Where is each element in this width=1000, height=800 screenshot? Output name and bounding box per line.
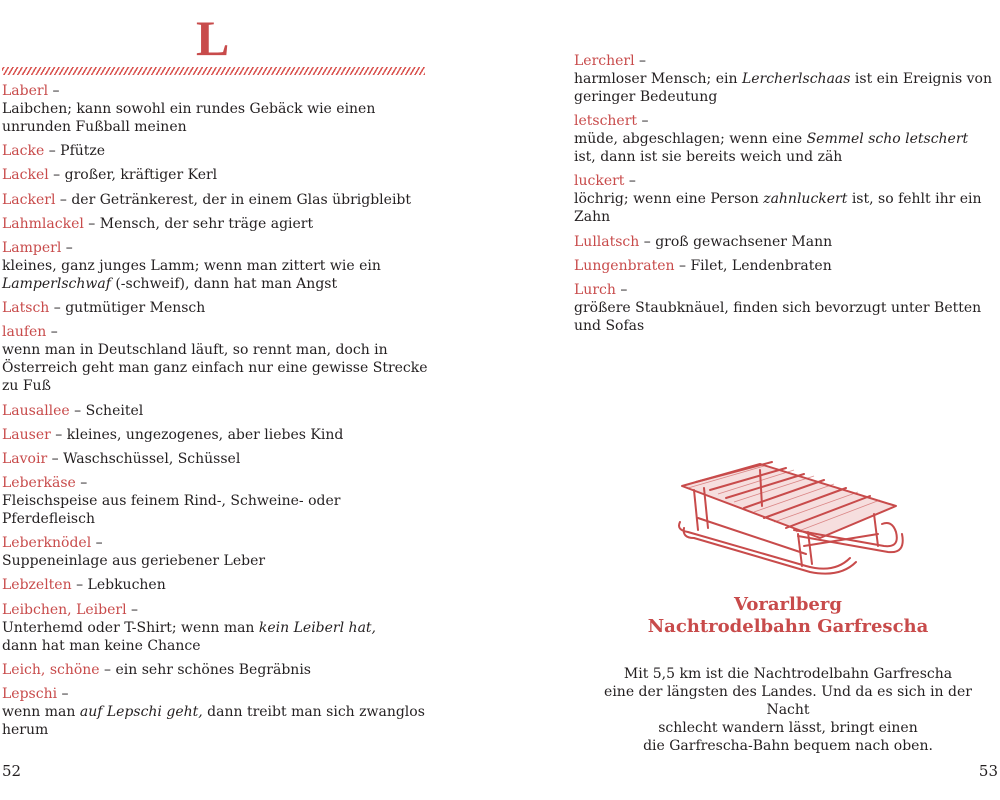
entry-definition: der Getränkerest, der in einem Glas übrigbleibt: [71, 191, 412, 208]
glossary-entry: [574, 172, 994, 226]
entry-definition: kleines, ungezogenes, aber liebes Kind: [66, 426, 344, 443]
entry-term: Leibchen, Leiberl: [2, 601, 127, 618]
entry-term: Leberkäse: [2, 475, 76, 492]
left-entries-list: [2, 82, 432, 745]
entry-term: letschert: [574, 113, 638, 130]
entry-separator: –: [126, 601, 139, 618]
entry-separator: –: [48, 167, 65, 184]
feature-text-line: die Garfrescha-Bahn bequem nach oben.: [643, 738, 933, 754]
page-number-left: 52: [2, 762, 22, 780]
entry-definition: Suppeneinlage aus geriebener Leber: [2, 553, 266, 570]
entry-definition: groß gewachsener Mann: [655, 233, 833, 250]
glossary-entry: [2, 685, 432, 739]
entry-term: Lercherl: [574, 53, 635, 69]
glossary-entry: [2, 299, 432, 317]
glossary-entry: [574, 112, 994, 166]
entry-definition-text: ist ein Ereignis von geringer Bedeutung: [574, 71, 992, 105]
entry-example-italic: Lamperlschwaf: [2, 275, 111, 292]
entry-definition-text: (-schweif), dann hat man Angst: [110, 275, 338, 292]
entry-term: Lausallee: [2, 402, 70, 419]
entry-separator: –: [75, 475, 88, 492]
glossary-entry: [2, 402, 432, 420]
entry-definition: Laibchen; kann sowohl ein rundes Gebäck wie einen unrunden Fußball meinen: [2, 101, 376, 135]
entry-definition-text: kleines, ganz junges Lamm; wenn man zittert wie ein: [2, 257, 381, 274]
entry-separator: –: [49, 300, 66, 317]
entry-separator: –: [639, 233, 656, 250]
glossary-entry: [2, 142, 432, 160]
glossary-entry: [2, 601, 432, 655]
feature-title-region: Vorarlberg: [734, 594, 842, 615]
entry-definition: ein sehr schönes Begräbnis: [115, 661, 311, 678]
entry-separator: –: [71, 577, 88, 594]
feature-text-line: schlecht wandern lässt, bringt einen: [658, 720, 918, 736]
entry-separator: –: [99, 661, 116, 678]
glossary-entry: [574, 52, 994, 106]
entry-separator: –: [637, 113, 649, 130]
entry-separator: –: [44, 143, 61, 160]
entry-example-italic: Semmel scho letschert: [806, 131, 969, 148]
entry-separator: –: [61, 239, 73, 256]
entry-separator: –: [46, 324, 58, 341]
page-number-right: 53: [978, 762, 998, 780]
entry-term: luckert: [574, 173, 625, 190]
entry-definition: größere Staubknäuel, finden sich bevorzugt unter Betten und Sofas: [574, 299, 982, 334]
entry-separator: –: [50, 426, 67, 443]
entry-term: Lauser: [2, 426, 51, 443]
glossary-entry: [2, 426, 432, 444]
entry-definition: Waschschüssel, Schüssel: [63, 450, 241, 467]
right-entries-list: [574, 52, 994, 341]
entry-term: Lacke: [2, 143, 45, 160]
glossary-entry: [2, 576, 432, 594]
entry-term: Lepschi: [2, 686, 58, 702]
entry-definition: [2, 257, 432, 293]
glossary-entry: [574, 281, 994, 335]
entry-definition-text: ist, dann ist sie bereits weich und zäh: [574, 149, 843, 166]
entry-separator: –: [674, 257, 691, 274]
entry-definition: Lebkuchen: [87, 577, 166, 594]
glossary-entry: [2, 661, 432, 679]
entry-term: Lahmlackel: [2, 215, 84, 232]
entry-separator: –: [69, 402, 86, 419]
entry-term: Lackel: [2, 167, 49, 184]
entry-definition: gutmütiger Mensch: [65, 300, 206, 317]
section-letter: L: [196, 10, 230, 66]
glossary-entry: [2, 450, 432, 468]
entry-example-italic: zahnluckert: [763, 191, 848, 208]
entry-definition-text: dann hat man keine Chance: [2, 637, 201, 654]
entry-term: Lurch: [574, 281, 616, 298]
feature-title: [630, 594, 946, 638]
entry-definition: [574, 190, 994, 226]
entry-term: Lullatsch: [574, 233, 640, 250]
entry-definition-text: ist, so fehlt ihr ein Zahn: [574, 191, 982, 226]
glossary-entry: [574, 257, 994, 275]
glossary-entry: [574, 233, 994, 251]
entry-definition-text: löchrig; wenn eine Person: [574, 191, 764, 208]
entry-term: Lackerl: [2, 191, 56, 208]
entry-definition-text: Unterhemd oder T-Shirt; wenn man: [2, 619, 259, 636]
entry-separator: –: [48, 83, 60, 99]
entry-term: Lamperl: [2, 239, 62, 256]
entry-separator: –: [47, 450, 64, 467]
entry-term: Laberl: [2, 83, 49, 99]
glossary-entry: [2, 534, 432, 570]
entry-term: Leberknödel: [2, 535, 92, 552]
entry-separator: –: [55, 191, 72, 208]
entry-example-italic: kein Leiberl hat,: [258, 619, 376, 636]
entry-definition: [2, 703, 432, 739]
entry-term: Lungenbraten: [574, 257, 675, 274]
glossary-entry: [2, 323, 432, 395]
hatched-divider: [2, 67, 425, 75]
entry-separator: –: [57, 686, 69, 702]
entry-definition: Fleischspeise aus feinem Rind-, Schweine- oder Pferdefleisch: [2, 493, 341, 528]
entry-separator: –: [634, 53, 647, 69]
glossary-entry: [2, 239, 432, 293]
entry-definition: [2, 619, 432, 655]
glossary-entry: [2, 474, 432, 528]
entry-definition-text: dann treibt man sich zwanglos herum: [2, 704, 425, 738]
glossary-entry: [2, 82, 432, 136]
entry-separator: –: [615, 281, 628, 298]
entry-definition: wenn man in Deutschland läuft, so rennt man, doch in Österreich geht man ganz einfach nur eine gewisse Strecke zu Fuß: [2, 342, 428, 395]
right-page: [500, 0, 1000, 800]
glossary-entry: [2, 215, 432, 233]
entry-definition: [574, 130, 994, 166]
entry-definition: Scheitel: [85, 402, 144, 419]
entry-definition-text: harmloser Mensch; ein: [574, 71, 742, 87]
entry-definition: großer, kräftiger Kerl: [64, 167, 218, 184]
entry-separator: –: [83, 215, 100, 232]
entry-term: Latsch: [2, 300, 50, 317]
feature-title-name: Nachtrodelbahn Garfrescha: [647, 616, 929, 637]
entry-example-italic: auf Lepschi geht,: [79, 704, 203, 720]
entry-definition: [574, 70, 994, 106]
entry-definition-text: müde, abgeschlagen; wenn eine: [574, 131, 807, 148]
feature-description: [590, 665, 986, 755]
entry-term: Lebzelten: [2, 577, 72, 594]
sled-illustration: [674, 458, 904, 583]
entry-separator: –: [624, 173, 636, 190]
entry-definition: Mensch, der sehr träge agiert: [99, 215, 314, 232]
entry-definition: Pfütze: [60, 143, 106, 160]
feature-text-line: Mit 5,5 km ist die Nachtrodelbahn Garfrescha: [623, 666, 953, 682]
entry-definition: Filet, Lendenbraten: [690, 257, 832, 274]
glossary-entry: [2, 166, 432, 184]
entry-term: Lavoir: [2, 450, 48, 467]
glossary-entry: [2, 191, 432, 209]
entry-term: laufen: [2, 324, 47, 341]
feature-text-line: eine der längsten des Landes. Und da es sich in der Nacht: [604, 684, 972, 718]
entry-example-italic: Lercherlschaas: [741, 71, 851, 87]
entry-separator: –: [91, 535, 103, 552]
entry-term: Leich, schöne: [2, 661, 100, 678]
entry-definition-text: wenn man: [2, 704, 80, 720]
